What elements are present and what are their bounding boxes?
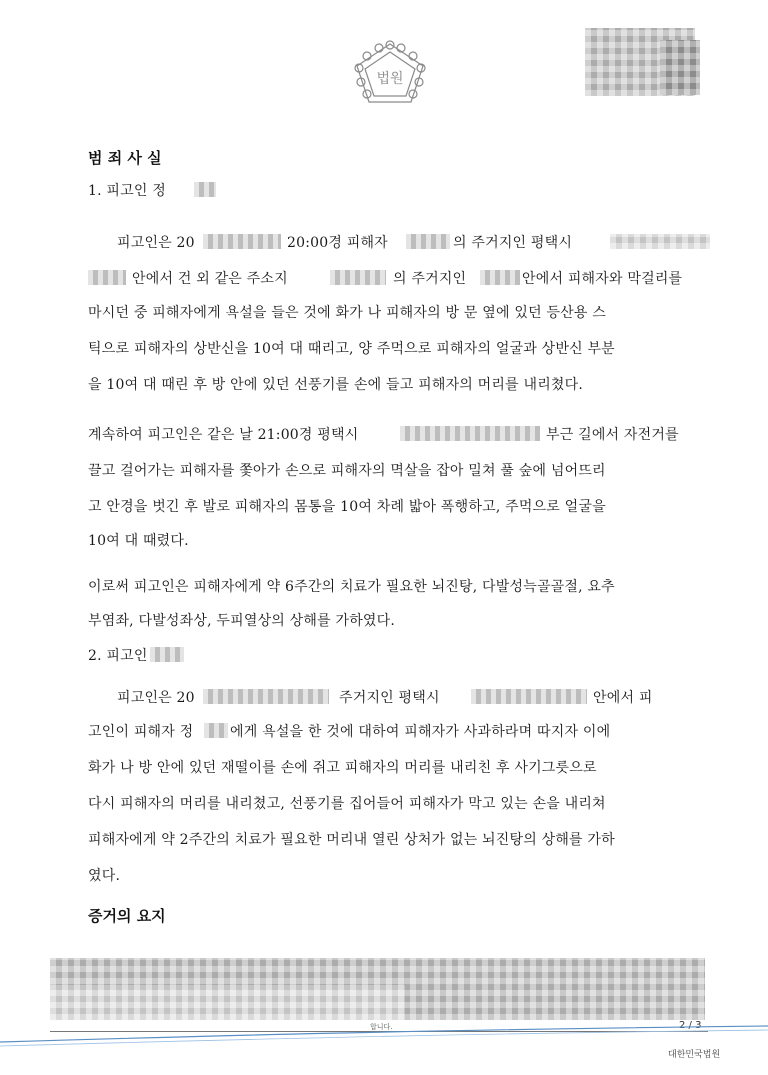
item1-heading: 1. 피고인 정 xyxy=(88,183,166,199)
redacted-address xyxy=(471,689,587,704)
text-segment: 안에서 피해자와 막걸리를 xyxy=(522,271,683,287)
para4-line6: 였다. xyxy=(88,868,121,884)
redacted-address xyxy=(88,270,126,285)
para1-line5: 을 10여 대 때린 후 방 안에 있던 선풍기를 손에 들고 피해자의 머리를 내리쳤다. xyxy=(88,377,584,393)
para1-line1 xyxy=(117,232,573,252)
text-segment: 피고인은 20 xyxy=(117,235,195,251)
redacted-name xyxy=(406,234,450,249)
text-segment: 계속하여 피고인은 같은 날 21:00경 평택시 xyxy=(88,427,359,443)
text-segment: 의 주거지인 xyxy=(393,271,467,287)
para1-line4: 틱으로 피해자의 상반신을 10여 대 때리고, 양 주먹으로 피해자의 얼굴과 상반신 부분 xyxy=(88,341,615,357)
para2-line1 xyxy=(88,424,679,444)
redacted-stamp-box xyxy=(660,40,700,95)
para2-line2: 끌고 걸어가는 피해자를 쫓아가 손으로 피해자의 멱살을 잡아 밀쳐 풀 숲에 넘어뜨리 xyxy=(88,463,606,479)
para1-line3: 마시던 중 피해자에게 욕설을 들은 것에 화가 나 피해자의 방 문 옆에 있던 등산용 스 xyxy=(88,305,606,321)
evidence-title: 증거의 요지 xyxy=(88,907,166,925)
para4-line3: 화가 나 방 안에 있던 재떨이를 손에 쥐고 피해자의 머리를 내리친 후 사기그릇으로 xyxy=(88,760,597,776)
court-seal-icon xyxy=(349,38,431,110)
redacted-address xyxy=(610,234,710,249)
para2-line3: 고 안경을 벗긴 후 발로 피해자의 몸통을 10여 차례 밟아 폭행하고, 주먹으로 얼굴을 xyxy=(88,499,606,515)
para4-line2 xyxy=(88,721,611,741)
text-segment: 안에서 피 xyxy=(593,690,653,706)
text-segment: 주거지인 평택시 xyxy=(339,690,440,706)
item2-heading: 2. 피고인 xyxy=(88,648,148,664)
footer-swoosh xyxy=(0,990,768,1060)
svg-text:법원: 법원 xyxy=(376,71,404,87)
text-segment: 부근 길에서 자전거를 xyxy=(546,427,679,443)
text-segment: 고인이 피해자 정 xyxy=(88,724,194,740)
redacted-address xyxy=(330,270,386,285)
para3-line2: 부염좌, 다발성좌상, 두피열상의 상해를 가하였다. xyxy=(88,613,396,629)
text-segment: 의 주거지인 평택시 xyxy=(453,235,573,251)
footer-note: 합니다. xyxy=(370,1023,393,1031)
court-name: 대한민국법원 xyxy=(668,1050,721,1060)
redacted-name xyxy=(204,723,228,738)
item2-heading-line xyxy=(88,645,148,665)
para3-line1: 이로써 피고인은 피해자에게 약 6주간의 치료가 필요한 뇌진탕, 다발성늑골골절, 요추 xyxy=(88,579,615,595)
item1-heading-line xyxy=(88,180,166,200)
section-title: 범 죄 사 실 xyxy=(88,149,162,167)
redacted-date xyxy=(203,234,281,249)
redacted-name xyxy=(194,182,216,197)
text-segment: 피고인은 20 xyxy=(117,690,195,706)
redacted-name xyxy=(150,647,184,662)
para2-line4: 10여 대 때렸다. xyxy=(88,533,189,549)
text-segment: 20:00경 피해자 xyxy=(287,235,388,251)
para4-line1 xyxy=(117,687,653,707)
para4-line5: 피해자에게 약 2주간의 치료가 필요한 머리내 열린 상처가 없는 뇌진탕의 상해를 가하 xyxy=(88,832,615,848)
text-segment: 에게 욕설을 한 것에 대하여 피해자가 사과하라며 따지자 이에 xyxy=(230,724,611,740)
page-number: 2 / 3 xyxy=(679,1020,702,1031)
redacted-date xyxy=(203,689,329,704)
redacted-address xyxy=(480,270,520,285)
text-segment: 안에서 건 외 같은 주소지 xyxy=(132,271,288,287)
redacted-address xyxy=(400,426,540,441)
para4-line4: 다시 피해자의 머리를 내리쳤고, 선풍기를 집어들어 피해자가 막고 있는 손을 내리쳐 xyxy=(88,796,606,812)
